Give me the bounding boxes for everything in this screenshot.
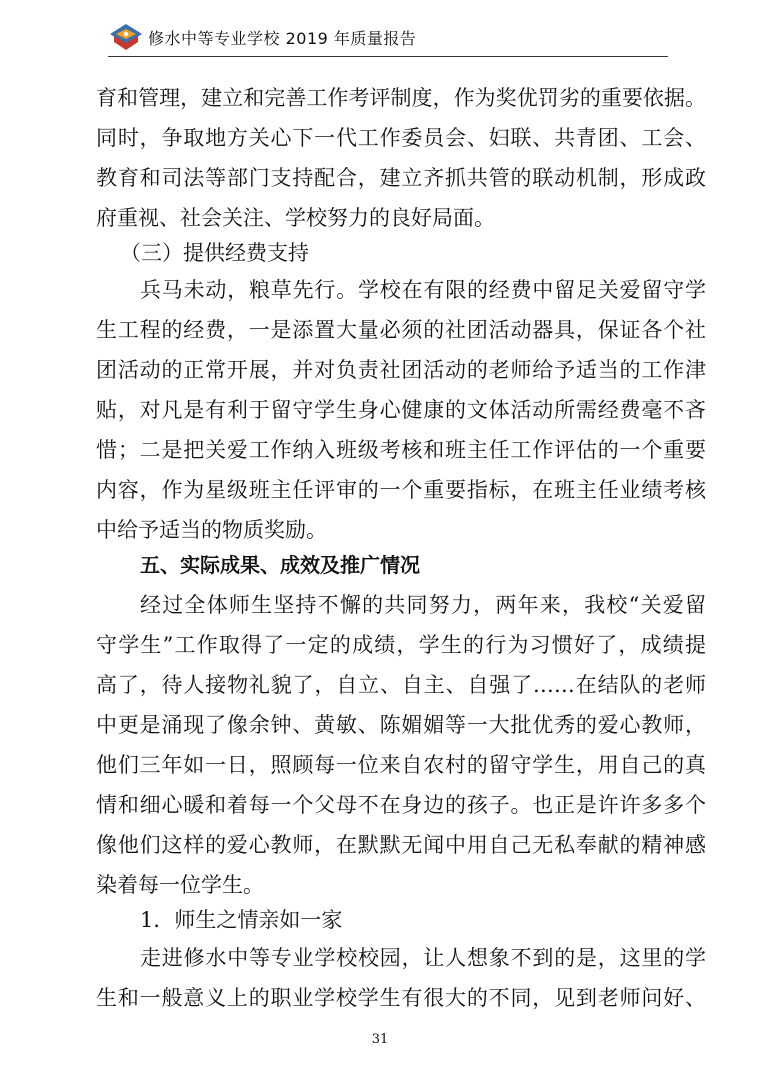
section-subheading: （三）提供经费支持 [120, 241, 309, 265]
body-line: 生和一般意义上的职业学校学生有很大的不同，见到老师问好、 [96, 986, 706, 1010]
body-line: 经过全体师生坚持不懈的共同努力，两年来，我校“关爱留 [140, 593, 706, 617]
body-line: 同时，争取地方关心下一代工作委员会、妇联、共青团、工会、 [96, 126, 706, 150]
header-title: 修水中等专业学校 2019 年质量报告 [148, 29, 417, 48]
page-number: 31 [371, 1032, 389, 1047]
body-line: 惜；二是把关爱工作纳入班级考核和班主任工作评估的一个重要 [96, 438, 706, 462]
body-line: 情和细心暖和着每一个父母不在身边的孩子。也正是许许多多个 [96, 793, 706, 817]
body-line: 走进修水中等专业学校校园，让人想象不到的是，这里的学 [140, 946, 706, 970]
body-line: 生工程的经费，一是添置大量必须的社团活动器具，保证各个社 [96, 318, 706, 342]
body-line: 像他们这样的爱心教师，在默默无闻中用自己无私奉献的精神感 [96, 833, 706, 857]
body-line: 团活动的正常开展，并对负责社团活动的老师给予适当的工作津 [96, 358, 706, 382]
body-line: 教育和司法等部门支持配合，建立齐抓共管的联动机制，形成政 [96, 166, 706, 190]
page-header [108, 20, 708, 60]
numbered-subheading: 1．师生之情亲如一家 [140, 908, 343, 932]
body-line: 兵马未动，粮草先行。学校在有限的经费中留足关爱留守学 [140, 278, 706, 302]
body-line: 府重视、社会关注、学校努力的良好局面。 [96, 206, 495, 230]
body-line: 染着每一位学生。 [96, 873, 264, 897]
body-line: 守学生”工作取得了一定的成绩，学生的行为习惯好了，成绩提 [96, 633, 706, 657]
body-line: 高了，待人接物礼貌了，自立、自主、自强了……在结队的老师 [96, 673, 706, 697]
body-line: 中更是涌现了像余钟、黄敏、陈媚媚等一大批优秀的爱心教师， [96, 713, 706, 737]
body-line: 他们三年如一日，照顾每一位来自农村的留守学生，用自己的真 [96, 753, 706, 777]
body-line: 育和管理，建立和完善工作考评制度，作为奖优罚劣的重要依据。 [96, 86, 706, 110]
school-logo [108, 22, 144, 52]
header-rule [108, 56, 668, 57]
section-heading: 五、实际成果、成效及推广情况 [140, 553, 420, 577]
body-line: 贴，对凡是有利于留守学生身心健康的文体活动所需经费毫不吝 [96, 398, 706, 422]
body-line: 中给予适当的物质奖励。 [96, 518, 327, 542]
body-line: 内容，作为星级班主任评审的一个重要指标，在班主任业绩考核 [96, 478, 706, 502]
